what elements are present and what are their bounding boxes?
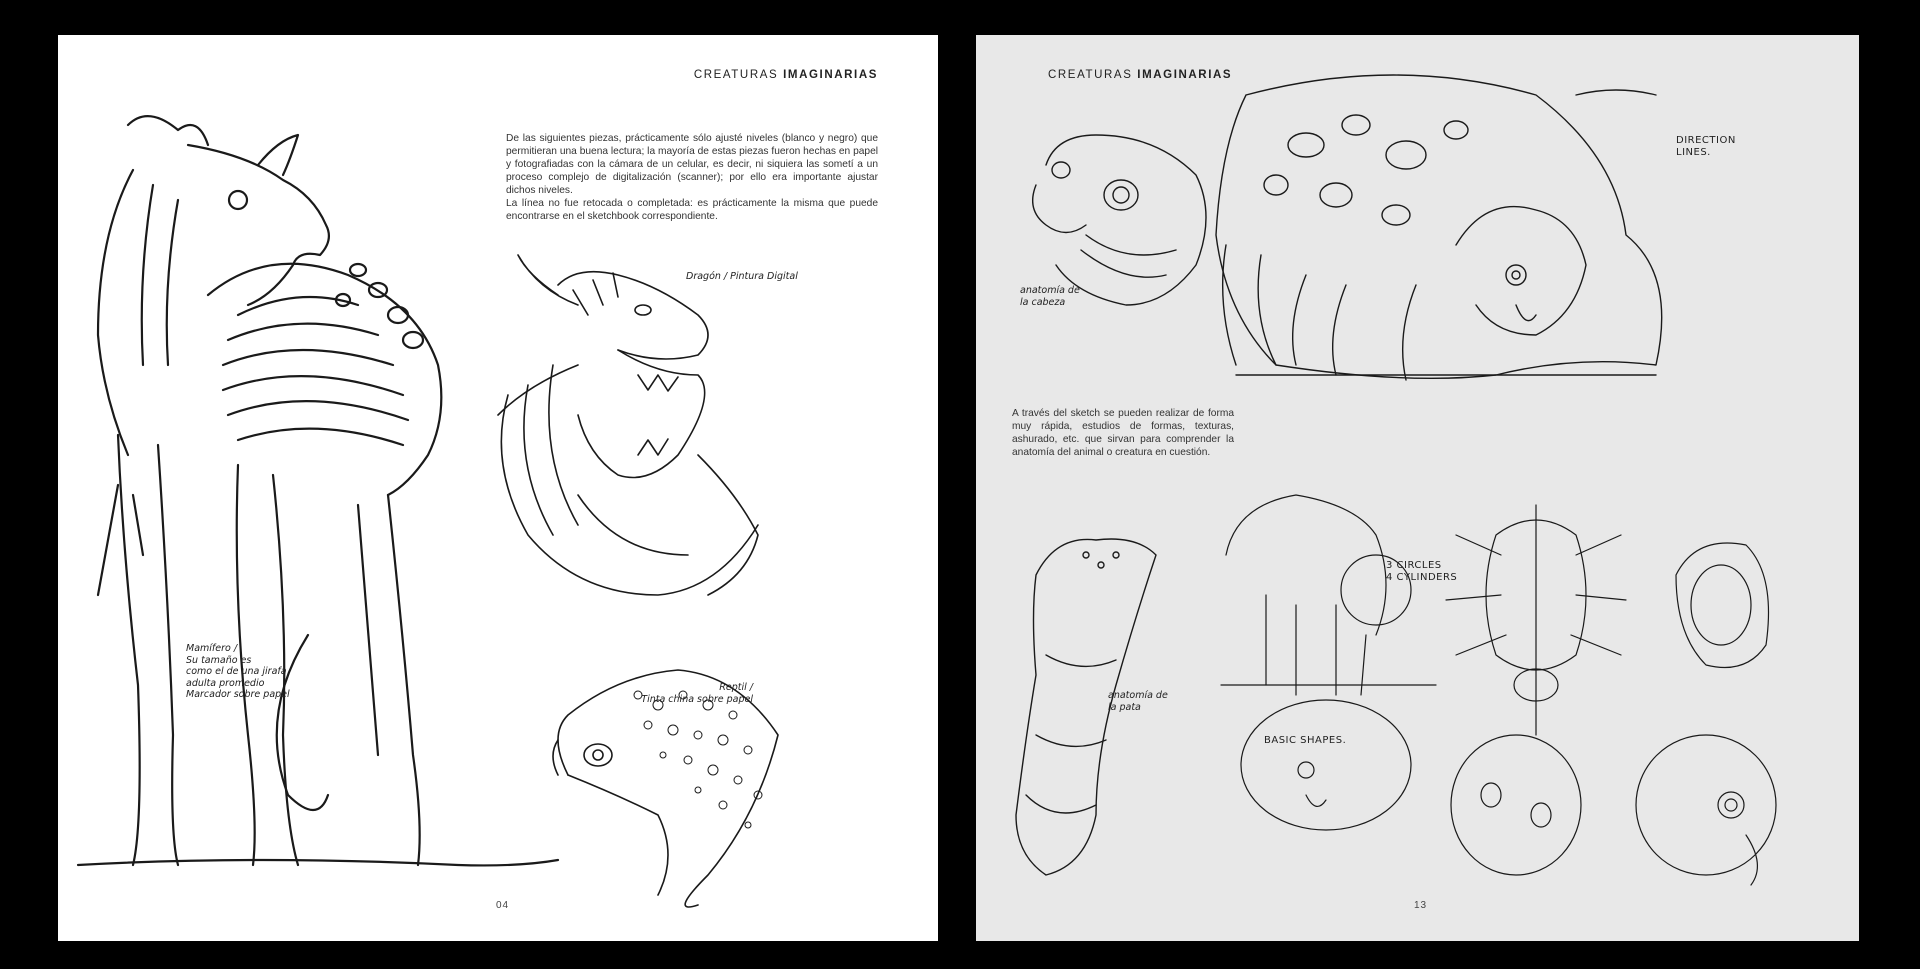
right-page-header: CREATURAS IMAGINARIAS [1048,69,1233,81]
creature-body-sketch [976,35,1859,941]
basic-shapes-caption: BASIC SHAPES. [1264,735,1347,746]
head-anatomy-caption: anatomía de la cabeza [1020,285,1080,308]
leg-anatomy-caption: anatomía de la pata [1108,690,1168,713]
circles-caption: 3 CIRCLES 4 CYLINDERS [1386,560,1458,583]
left-page-header: CREATURAS IMAGINARIAS [693,69,878,81]
right-page-number: 13 [1414,900,1428,911]
right-paragraph: A través del sketch se pueden realizar de forma muy rápida, estudios de formas, texturas, ashurado, etc. que sirvan para comprender la anatomía del animal o creatura en cuestión. [1012,408,1234,458]
left-page-number: 04 [496,900,510,911]
dragon-caption: Dragón / Pintura Digital [686,271,798,282]
left-intro-paragraph: De las siguientes piezas, prácticamente sólo ajusté niveles (blanco y negro) que permitieran una buena lectura; la mayoría de estas piezas fueron hechas en papel y fotografiadas con la cámara de un celular, es decir, ni siquiera las sometí a un proceso complejo de digitalización (scanner); por ello era importante ajustar dichos niveles. [506,133,878,196]
left-page [58,35,938,941]
reptile-caption: Reptil / Tinta china sobre papel [641,682,753,705]
right-page [976,35,1859,941]
mammal-caption: Mamífero / Su tamaño es como el de una jirafa adulta promedio Marcador sobre papel [186,643,290,700]
left-second-paragraph: La línea no fue retocada o completada: es prácticamente la misma que puede encontrarse en el sketchbook correspondiente. [506,198,878,222]
direction-lines-caption: DIRECTION LINES. [1676,135,1736,158]
